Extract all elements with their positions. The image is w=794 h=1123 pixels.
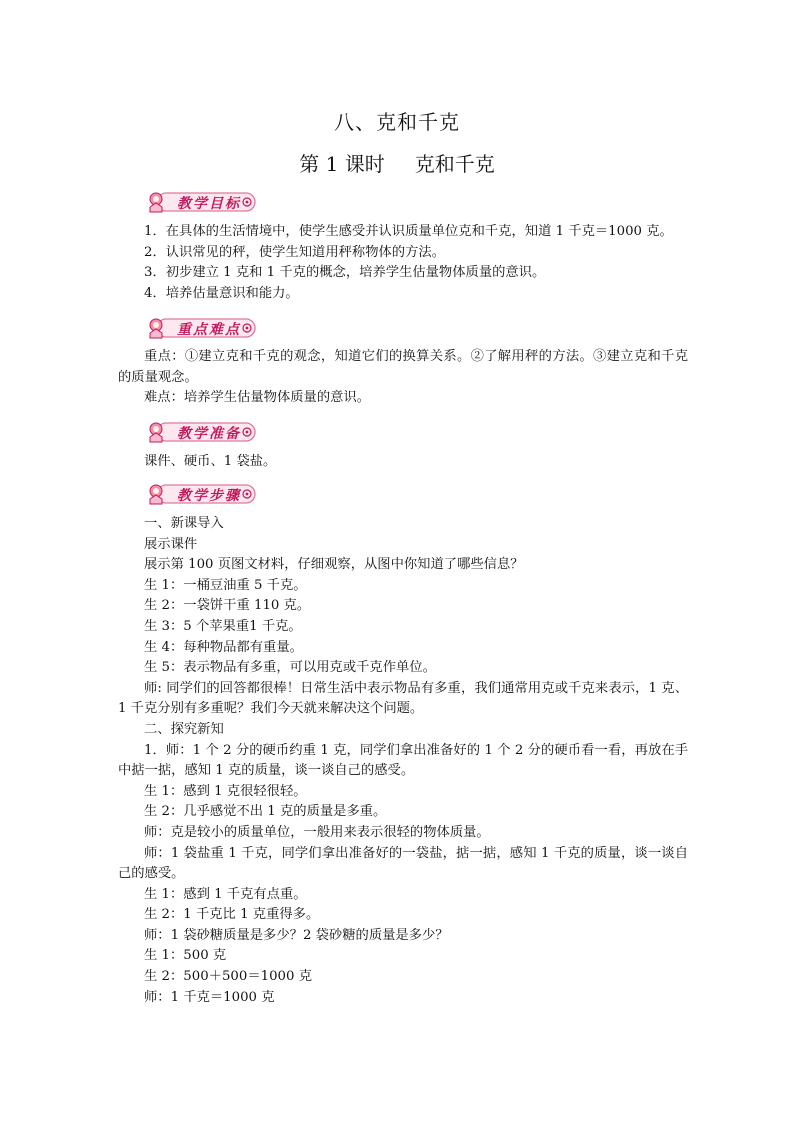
lesson-title <box>0 148 794 177</box>
step-line: 生 1：一桶豆油重 5 千克。 <box>144 577 307 593</box>
lesson-label: 第 1 课时 <box>299 152 385 176</box>
step-line: 生 1：500 克 <box>144 948 227 964</box>
step-line: 生 2：几乎感觉不出 1 克的质量是多重。 <box>144 804 387 820</box>
steps-text <box>118 514 688 1008</box>
step-line: 展示课件 <box>144 536 198 552</box>
goal-item: 2．认识常见的秤，使学生知道用秤称物体的方法。 <box>144 244 445 260</box>
preparation-item: 课件、硬币、1 袋盐。 <box>144 454 277 469</box>
step-line: 1．师：1 个 2 分的硬币约重 1 克，同学们拿出准备好的 1 个 2 分的硬币看一看，再放在手中掂一掂，感知 1 克的质量，谈一谈自己的感受。 <box>118 742 688 779</box>
goal-item: 4．培养估量意识和能力。 <box>144 285 299 301</box>
steps-heading: 教学步骤 <box>177 488 241 504</box>
lesson-name: 克和千克 <box>414 152 495 176</box>
step-line: 师：1 袋砂糖质量是多少？2 袋砂糖的质量是多少？ <box>144 927 449 943</box>
step-line: 一、新课导入 <box>144 516 224 531</box>
step-line: 二、探究新知 <box>144 721 224 737</box>
step-line: 生 2：一袋饼干重 110 克。 <box>144 598 311 614</box>
step-line: 师：克是较小的质量单位，一般用来表示很轻的物体质量。 <box>144 824 490 840</box>
preparation-heading: 教学准备 <box>177 426 241 442</box>
step-line: 展示第 100 页图文材料，仔细观察，从图中你知道了哪些信息？ <box>144 557 524 573</box>
section-badge-steps <box>143 482 259 506</box>
chapter-title: 八、克和千克 <box>334 110 460 134</box>
section-badge-goals <box>143 190 259 214</box>
step-line: 生 1：感到 1 千克有点重。 <box>144 886 307 902</box>
goal-item: 1．在具体的生活情境中，使学生感受并认识质量单位克和千克，知道 1 千克＝1000 克。 <box>144 224 673 239</box>
step-line: 师：1 袋盐重 1 千克，同学们拿出准备好的一袋盐，掂一掂，感知 1 千克的质量，谈一谈自己的感受。 <box>118 845 688 882</box>
step-line: 生 4：每种物品都有重量。 <box>144 639 303 655</box>
goal-item: 3．初步建立 1 克和 1 千克的概念，培养学生估量物体质量的意识。 <box>144 265 546 281</box>
goals-heading: 教学目标 <box>177 196 241 212</box>
step-line: 生 3：5 个苹果重1 千克。 <box>144 618 302 634</box>
step-line: 师: 同学们的回答都很棒！日常生活中表示物品有多重，我们通常用克或千克来表示，1 克、1 千克分别有多重呢？我们今天就来解决这个问题。 <box>118 680 688 717</box>
section-badge-key-points <box>143 316 259 340</box>
difficulty-point: 难点：培养学生估量物体质量的意识。 <box>144 390 371 406</box>
step-line: 生 5：表示物品有多重，可以用克或千克作单位。 <box>144 660 436 676</box>
key-points-text <box>118 347 688 409</box>
step-line: 生 2：1 千克比 1 克重得多。 <box>144 907 320 923</box>
goals-list <box>118 222 688 304</box>
step-line: 生 1：感到 1 克很轻很轻。 <box>144 783 307 799</box>
preparation-text <box>118 452 688 473</box>
key-points-heading: 重点难点 <box>177 322 241 338</box>
key-point: 重点：①建立克和千克的观念，知道它们的换算关系。②了解用秤的方法。③建立克和千克的质量观念。 <box>118 349 688 385</box>
section-badge-preparation <box>143 420 259 444</box>
step-line: 生 2：500＋500＝1000 克 <box>144 969 312 985</box>
step-line: 师：1 千克＝1000 克 <box>144 989 275 1005</box>
